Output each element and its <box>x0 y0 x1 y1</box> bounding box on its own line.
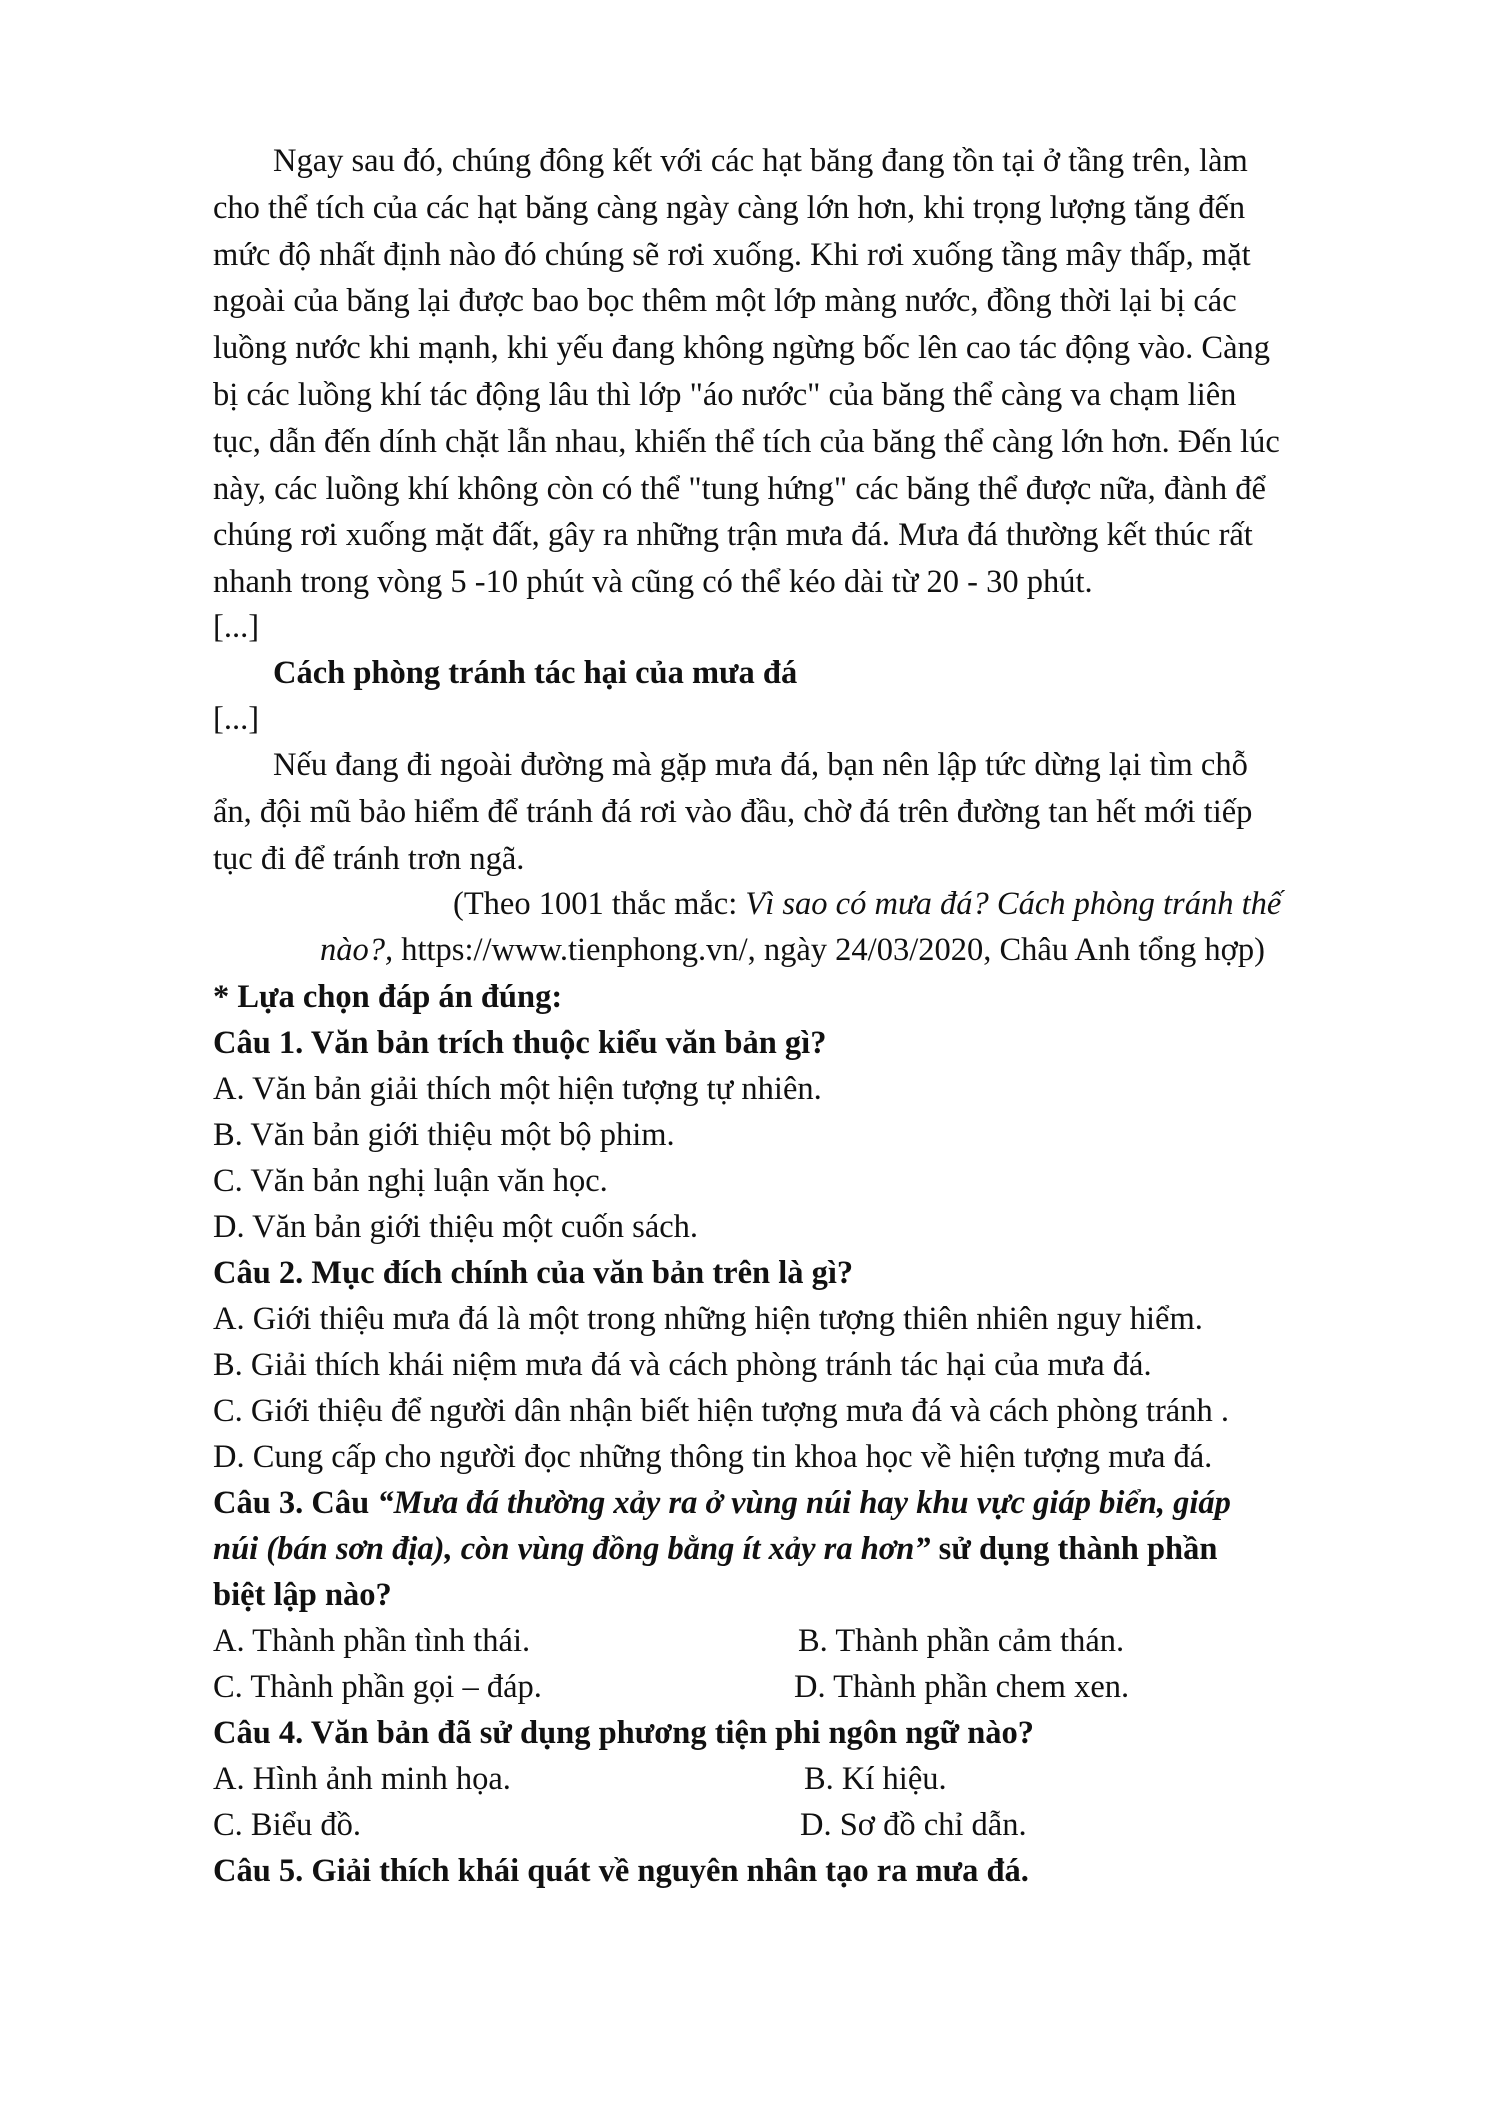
paragraph-line: ẩn, đội mũ bảo hiểm để tránh đá rơi vào đầu, chờ đá trên đường tan hết mới tiếp <box>213 793 1253 830</box>
paragraph-line: Nếu đang đi ngoài đường mà gặp mưa đá, bạn nên lập tức dừng lại tìm chỗ <box>273 747 1248 783</box>
q3-quote-start: “Mưa đá thường xảy ra ở vùng núi hay khu vực giáp biển, giáp <box>377 1485 1231 1521</box>
section-heading: Cách phòng tránh tác hại của mưa đá <box>273 655 798 691</box>
q3-option-c: C. Thành phần gọi – đáp. <box>213 1669 542 1705</box>
paragraph-line: nhanh trong vòng 5 -10 phút và cũng có thể kéo dài từ 20 - 30 phút. <box>213 564 1093 601</box>
paragraph-line: tục, dẫn đến dính chặt lẫn nhau, khiến thể tích của băng thể càng lớn hơn. Đến lúc <box>213 423 1280 460</box>
paragraph-line: này, các luồng khí không còn có thể "tung hứng" các băng thể được nữa, đành để <box>213 470 1266 507</box>
q3-prefix: Câu 3. Câu <box>213 1485 378 1521</box>
paragraph-line: luồng nước khi mạnh, khi yếu đang không ngừng bốc lên cao tác động vào. Càng <box>213 330 1270 367</box>
ellipsis: [...] <box>213 609 260 645</box>
paragraph-line: Ngay sau đó, chúng đông kết với các hạt băng đang tồn tại ở tầng trên, làm <box>273 143 1248 179</box>
question-4: Câu 4. Văn bản đã sử dụng phương tiện phi ngôn ngữ nào? <box>213 1715 1035 1751</box>
question-1: Câu 1. Văn bản trích thuộc kiểu văn bản gì? <box>213 1025 827 1061</box>
q2-option-a: A. Giới thiệu mưa đá là một trong những hiện tượng thiên nhiên nguy hiểm. <box>213 1301 1203 1337</box>
question-3-line-3: biệt lập nào? <box>213 1577 392 1613</box>
q2-option-c: C. Giới thiệu để người dân nhận biết hiện tượng mưa đá và cách phòng tránh . <box>213 1393 1229 1429</box>
ellipsis: [...] <box>213 701 260 737</box>
q3-quote-end: núi (bán sơn địa), còn vùng đồng bằng ít xảy ra hơn” <box>213 1531 931 1567</box>
q1-option-c: C. Văn bản nghị luận văn học. <box>213 1163 608 1199</box>
q1-option-b: B. Văn bản giới thiệu một bộ phim. <box>213 1117 675 1153</box>
source-citation-line-1 <box>453 881 1281 927</box>
instruction: * Lựa chọn đáp án đúng: <box>213 979 563 1015</box>
question-3-line-1 <box>213 1480 1231 1526</box>
question-2: Câu 2. Mục đích chính của văn bản trên là gì? <box>213 1255 854 1291</box>
paragraph-1 <box>213 138 1338 606</box>
q2-option-d: D. Cung cấp cho người đọc những thông tin khoa học về hiện tượng mưa đá. <box>213 1439 1213 1475</box>
paragraph-line: chúng rơi xuống mặt đất, gây ra những trận mưa đá. Mưa đá thường kết thúc rất <box>213 517 1253 554</box>
q4-option-a: A. Hình ảnh minh họa. <box>213 1761 511 1797</box>
source-prefix: (Theo 1001 thắc mắc: <box>453 886 746 922</box>
question-5: Câu 5. Giải thích khái quát về nguyên nhân tạo ra mưa đá. <box>213 1853 1029 1889</box>
q1-option-a: A. Văn bản giải thích một hiện tượng tự nhiên. <box>213 1071 822 1107</box>
q2-option-b: B. Giải thích khái niệm mưa đá và cách phòng tránh tác hại của mưa đá. <box>213 1347 1152 1383</box>
q3-option-d: D. Thành phần chem xen. <box>794 1669 1130 1705</box>
paragraph-2 <box>213 742 1338 882</box>
paragraph-line: mức độ nhất định nào đó chúng sẽ rơi xuống. Khi rơi xuống tầng mây thấp, mặt <box>213 236 1251 273</box>
source-title-end: nào?, <box>320 932 394 968</box>
paragraph-line: ngoài của băng lại được bao bọc thêm một lớp màng nước, đồng thời lại bị các <box>213 283 1237 320</box>
question-3-line-2 <box>213 1526 1217 1572</box>
q4-option-b: B. Kí hiệu. <box>804 1761 947 1797</box>
source-rest: https://www.tienphong.vn/, ngày 24/03/2020, Châu Anh tổng hợp) <box>393 932 1265 968</box>
q3-option-b: B. Thành phần cảm thán. <box>798 1623 1125 1659</box>
q3-option-a: A. Thành phần tình thái. <box>213 1623 531 1659</box>
q1-option-d: D. Văn bản giới thiệu một cuốn sách. <box>213 1209 699 1245</box>
q4-option-c: C. Biểu đồ. <box>213 1807 362 1843</box>
source-citation-line-2 <box>320 927 1265 973</box>
source-title: Vì sao có mưa đá? Cách phòng tránh thế <box>745 886 1282 922</box>
paragraph-line: cho thể tích của các hạt băng càng ngày càng lớn hơn, khi trọng lượng tăng đến <box>213 189 1246 226</box>
q4-option-d: D. Sơ đồ chỉ dẫn. <box>800 1807 1027 1843</box>
paragraph-line: tục đi để tránh trơn ngã. <box>213 840 525 877</box>
paragraph-line: bị các luồng khí tác động lâu thì lớp "áo nước" của băng thể càng va chạm liên <box>213 376 1237 413</box>
q3-suffix: sử dụng thành phần <box>930 1531 1218 1567</box>
